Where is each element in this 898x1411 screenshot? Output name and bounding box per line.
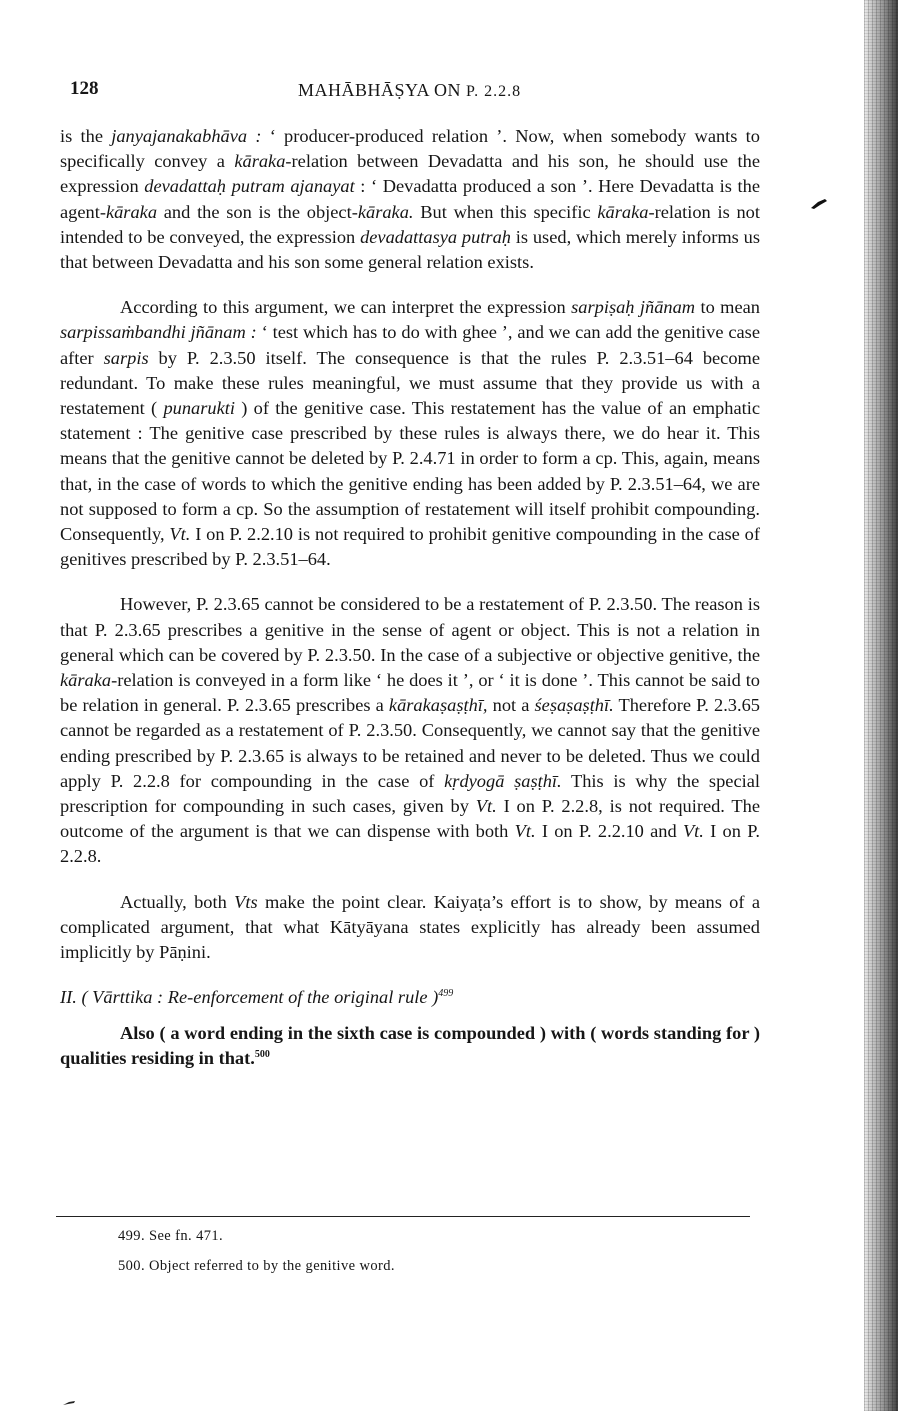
italic-term: devadattasya putraḥ: [360, 226, 511, 247]
italic-term: Vt.: [169, 524, 191, 545]
scan-edge-shadow: [864, 0, 898, 1411]
italic-term: kāraka: [105, 201, 158, 222]
text-span: by P. 2.3.50 itself. The consequence is that the rules P. 2.3.51–64 become redundant. To make these rules meaningful, we must assume that they provide us with a restatement (: [60, 347, 761, 419]
text-span: I on P. 2.2.10 and: [535, 821, 683, 842]
text-span: ‘ producer-produced relation ’. Now, when somebody wants to specifically convey a: [60, 126, 760, 172]
section-heading: [60, 985, 760, 1010]
section-numeral: II.: [60, 987, 77, 1008]
text-span: to mean: [695, 297, 760, 318]
running-head-rule: P. 2.2.8: [466, 83, 522, 100]
paragraph-3: [60, 592, 760, 869]
text-span: is the: [60, 126, 112, 146]
text-span: Therefore P. 2.3.65 cannot be regarded as a restatement of P. 2.3.50. Consequently, we cannot say that the genitive ending prescribed by P. 2.3.65 is always to be retained and never to be deleted. Thus we could apply P. 2.2.8 for compounding in the case of: [60, 695, 760, 791]
italic-term: kārakaṣaṣṭhī,: [388, 695, 488, 716]
text-span: However, P. 2.3.65 cannot be considered to be a restatement of P. 2.3.50. The reason is that P. 2.3.65 prescribes a genitive in the sense of agent or object. This is not a relation in general which can be covered by P. 2.3.50. In the case of a subjective or objective genitive, the: [60, 594, 760, 665]
text-span: Actually, both: [120, 891, 235, 912]
running-head-prefix: MAHĀBHĀṢYA ON: [298, 80, 462, 100]
text-span: But when this specific: [413, 201, 598, 222]
text-span: make the point clear. Kaiyaṭa’s effort is to show, by means of a complicated argument, that what Kātyāyana states explicitly has already been assumed implicitly by Pāṇini.: [60, 891, 760, 963]
paragraph-4: [60, 890, 760, 966]
italic-term: śeṣaṣaṣṭhī.: [534, 695, 614, 716]
text-span: I on P. 2.2.10 is not required to prohibit genitive compounding in the case of genitives prescribed by P. 2.3.51–64.: [60, 524, 760, 570]
varttika-text: [60, 1021, 760, 1071]
section-heading-text: ( Vārttika : Re-enforcement of the original rule ): [76, 987, 439, 1008]
italic-term: janyajanakabhāva :: [111, 126, 262, 146]
italic-term: sarpiṣaḥ jñānam: [571, 297, 696, 318]
footnote-499: 499. See fn. 471.: [118, 1228, 224, 1244]
text-span: ) of the genitive case. This restatement has the value of an emphatic statement : The genitive case prescribed by these rules is always there, we do hear it. This means that the genitive cannot be deleted by P. 2.4.71 in order to form a cp. This, again, means that, in the case of words to which the genitive ending has been added by P. 2.3.51–64, we are not supposed to form a cp. So the assumption of restatement will itself prohibit compounding. Consequently,: [60, 398, 760, 545]
ink-speck-mark: [810, 198, 828, 210]
italic-term: sarpissaṁbandhi jñānam :: [60, 322, 257, 343]
italic-term: sarpis: [103, 347, 149, 368]
text-span: : ‘ Devadatta produced a son ’. Here Devadatta is the agent-: [60, 176, 760, 222]
paragraph-2: [60, 295, 760, 572]
italic-term: kāraka: [60, 670, 112, 691]
text-span: -relation is not intended to be conveyed, the expression: [60, 201, 760, 247]
italic-term: devadattaḥ putram ajanayat: [144, 176, 355, 197]
italic-term: Vts: [234, 891, 258, 912]
footnotes: [118, 1226, 395, 1286]
body-text: [60, 124, 760, 1071]
text-span: not a: [487, 695, 535, 716]
footnote-divider: [56, 1216, 750, 1217]
italic-term: Vt.: [475, 796, 497, 817]
text-span: and the son is the object-: [157, 201, 358, 222]
paragraph-1: [60, 124, 760, 275]
italic-term: kāraka: [597, 201, 649, 222]
italic-term: Vt.: [682, 821, 704, 842]
italic-term: kṛdyogā ṣaṣṭhī.: [444, 770, 562, 791]
ink-speck-mark: [62, 1400, 76, 1406]
page-number: 128: [70, 78, 99, 99]
running-head: [298, 80, 521, 101]
footnote-ref-499: 499: [438, 988, 454, 1000]
text-span: I on P. 2.2.8, is not required. The outcome of the argument is that we can dispense with both: [60, 796, 760, 842]
text-span: I on P. 2.2.8.: [60, 821, 760, 867]
footnote-ref-500: 500: [254, 1048, 270, 1060]
text-span: ‘ test which has to do with ghee ’, and we can add the genitive case after: [60, 322, 761, 368]
italic-term: Vt.: [514, 821, 536, 842]
text-span: -relation is conveyed in a form like ‘ he does it ’, or ‘ it is done ’. This cannot be said to be relation in general. P. 2.3.65 prescribes a: [60, 670, 760, 716]
text-span: According to this argument, we can interpret the expression: [120, 297, 572, 318]
italic-term: punarukti: [163, 398, 235, 419]
italic-term: kāraka: [234, 151, 286, 172]
varttika-sentence: Also ( a word ending in the sixth case is compounded ) with ( words standing for ) qualities residing in that.: [60, 1022, 760, 1068]
footnote-500: 500. Object referred to by the genitive word.: [118, 1258, 395, 1274]
text-span: This is why the special prescription for compounding in such cases, given by: [60, 770, 760, 817]
text-span: -relation between Devadatta and his son, he should use the expression: [60, 151, 760, 197]
italic-term: kāraka.: [357, 201, 414, 222]
text-span: is used, which merely informs us that between Devadatta and his son some general relation exists.: [60, 226, 760, 273]
